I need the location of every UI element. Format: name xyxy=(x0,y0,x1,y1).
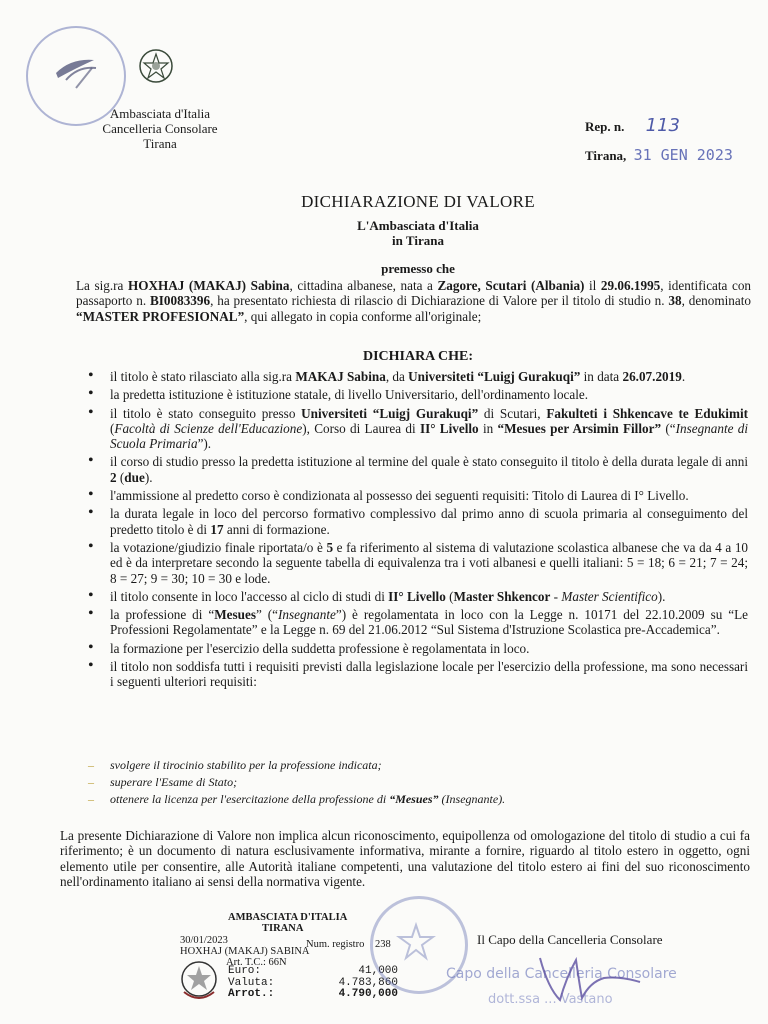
premesso-heading: premesso che xyxy=(381,261,455,276)
date-stamp: 31 GEN 2023 xyxy=(633,146,733,164)
fee-stamp-date: 30/01/2023 xyxy=(180,935,228,946)
arrot-label: Arrot.: xyxy=(228,988,275,1000)
euro-label: Euro: xyxy=(228,965,262,977)
place-label: Tirana, xyxy=(585,148,627,163)
signatory-role: Il Capo della Cancelleria Consolare xyxy=(477,932,663,947)
rep-label: Rep. n. xyxy=(585,119,625,134)
issuer-block xyxy=(318,218,518,248)
registry-number: 238 xyxy=(374,939,391,950)
embassy-city: Tirana xyxy=(143,136,177,151)
issuer-line1: L'Ambasciata d'Italia xyxy=(357,218,479,233)
issuer-line2: in Tirana xyxy=(392,233,444,248)
stamp-star-icon xyxy=(396,922,436,962)
declaration-item: • il corso di studio presso la predetta istituzione al termine del quale è stato conseguito il titolo è della durata legale di anni 2 (due). xyxy=(88,454,748,485)
declaration-item: • il titolo è stato rilasciato alla sig.ra MAKAJ Sabina, da Universiteti “Luigj Gurakuqi” in data 26.07.2019. xyxy=(88,369,748,384)
declaration-item: • l'ammissione al predetto corso è condizionata al possesso dei seguenti requisiti: Titolo di Laurea di I° Livello. xyxy=(88,488,748,503)
rep-number-line xyxy=(585,115,680,136)
requirement-item: – superare l'Esame di Stato; xyxy=(88,774,748,791)
requirement-item: – svolgere il tirocinio stabilito per la professione indicata; xyxy=(88,757,748,774)
chancery-name: Cancelleria Consolare xyxy=(102,121,218,136)
declaration-item: • la votazione/giudizio finale riportata/o è 5 e fa riferimento al sistema di valutazione scolastica albanese che va da 4 a 10 ed è da interpretare secondo la seguente tabella di equivalenza tra i voti albanesi e quelli italiani: 5 = 18; 6 = 21; 7 = 24; 8 = 27; 9 = 30; 10 = 30 e lode. xyxy=(88,540,748,586)
euro-row xyxy=(228,966,398,978)
fee-stamp-embassy: AMBASCIATA D'ITALIA xyxy=(228,912,348,923)
closing-paragraph: La presente Dichiarazione di Valore non implica alcun riconoscimento, equipollenza od omologazione del titolo di studio a cui fa riferimento; è un documento di natura esclusivamente informativa, mirante a fornire, riguardo al titolo estero in oggetto, ogni elemento utile per consentire, alle Autorità italiane competenti, una valutazione del titolo estero ai fini del suo riconoscimento nell'ordinamento italiano ai sensi della normativa vigente. xyxy=(60,828,750,890)
title-block xyxy=(0,192,768,212)
date-line xyxy=(585,146,733,164)
fee-amounts xyxy=(228,966,398,1001)
declaration-item: • la predetta istituzione è istituzione statale, di livello Universitario, dell'ordinamento locale. xyxy=(88,387,748,402)
declaration-item: • la durata legale in loco del percorso formativo complessivo dal primo anno di scuola primaria al conseguimento del predetto titolo è di 17 anni di formazione. xyxy=(88,506,748,537)
embassy-header xyxy=(70,106,250,151)
valuta-value: 4.783,860 xyxy=(338,976,398,989)
valuta-label: Valuta: xyxy=(228,976,275,989)
arrot-value: 4.790,000 xyxy=(338,988,398,1000)
declaration-item: • la formazione per l'esercizio della suddetta professione è regolamentata in loco. xyxy=(88,641,748,656)
requirements-list xyxy=(88,757,748,808)
handwritten-signature xyxy=(520,948,670,1008)
signature-stamp-role: Capo della Cancelleria Consolare xyxy=(446,966,677,982)
stamp-emblem-icon xyxy=(46,38,106,98)
document-title: DICHIARAZIONE DI VALORE xyxy=(301,192,535,211)
repubblica-emblem-icon xyxy=(178,958,220,1004)
embassy-name: Ambasciata d'Italia xyxy=(109,106,211,121)
declaration-list xyxy=(88,369,748,693)
signature-stamp-name: dott.ssa ... Vastano xyxy=(488,992,613,1007)
fee-stamp-city: TIRANA xyxy=(262,923,304,934)
declaration-item: • il titolo è stato conseguito presso Universiteti “Luigj Gurakuqi” di Scutari, Fakulteti i Shkencave te Edukimit (Facoltà di Scienze dell'Educazione), Corso di Laurea di II° Livello in “Mesues per Arsimin Fillor” (“Insegnante di Scuola Primaria”). xyxy=(88,406,748,452)
intro-paragraph: La sig.ra HOXHAJ (MAKAJ) Sabina, cittadina albanese, nata a Zagore, Scutari (Albania) il 29.06.1995, identificata con passaporto n. BI0083396, ha presentato richiesta di rilascio di Dichiarazione di Valore per il titolo di studio n. 38, denominato “MASTER PROFESIONAL”, qui allegato in copia conforme all'originale; xyxy=(76,278,752,324)
fee-stamp-name: HOXHAJ (MAKAJ) SABINA xyxy=(180,946,310,957)
dichiara-heading: DICHIARA CHE: xyxy=(362,349,474,364)
euro-value: 41,000 xyxy=(358,965,398,977)
declaration-item: • il titolo consente in loco l'accesso al ciclo di studi di II° Livello (Master Shkencor - Master Scientifico). xyxy=(88,589,748,604)
arrot-row xyxy=(228,989,398,1001)
registry-label: Num. registro xyxy=(306,939,365,950)
declaration-item: • la professione di “Mesues” (“Insegnante”) è regolamentata in loco con la Legge n. 10171 del 22.10.2009 su “Le Professioni Regolamentate” e la Legge n. 69 del 21.06.2012 “Sul Sistema d'Istruzione Scolastica pre-Accademica”. xyxy=(88,607,748,638)
requirement-item: – ottenere la licenza per l'esercitazione della professione di “Mesues” (Insegnante). xyxy=(88,791,748,808)
italian-republic-emblem-icon xyxy=(137,47,175,85)
fee-stamp-article: Art. T.C.: 66N xyxy=(226,957,287,968)
declaration-item: • il titolo non soddisfa tutti i requisiti previsti dalla legislazione locale per l'esercizio della professione, ma sono necessari i seguenti ulteriori requisiti: xyxy=(88,659,748,690)
rep-number: 113 xyxy=(645,115,680,136)
